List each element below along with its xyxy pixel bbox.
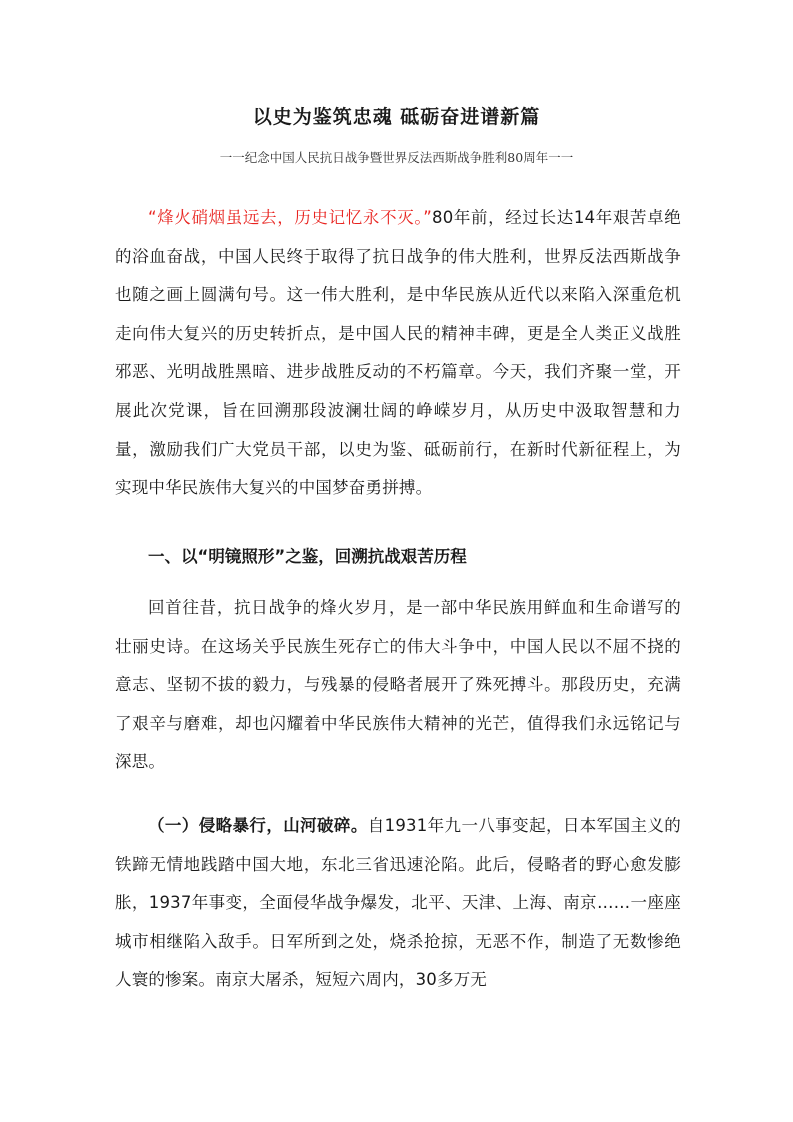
section1-paragraph: 回首往昔，抗日战争的烽火岁月，是一部中华民族用鲜血和生命谱写的壮丽史诗。在这场关乎民族生死存亡的伟大斗争中，中国人民以不屈不挠的意志、坚韧不拔的毅力，与残暴的侵略者展开了殊死搏斗。那段历史，充满了艰辛与磨难，却也闪耀着中华民族伟大精神的光芒，值得我们永远铭记与深思。 xyxy=(115,598,681,772)
intro-text: 80年前，经过长达14年艰苦卓绝的浴血奋战，中国人民终于取得了抗日战争的伟大胜利，世界反法西斯战争也随之画上圆满句号。这一伟大胜利，是中华民族从近代以来陷入深重危机走向伟大复兴的历史转折点，是中国人民的精神丰碑，更是全人类正义战胜邪恶、光明战胜黑暗、进步战胜反动的不朽篇章。今天，我们齐聚一堂，开展此次党课，旨在回溯那段波澜壮阔的峥嵘岁月，从历史中汲取智慧和力量，激励我们广大党员干部，以史为鉴、砥砺前行，在新时代新征程上，为实现中华民族伟大复兴的中国梦奋勇拼搏。 xyxy=(115,208,681,498)
document-subtitle: 一一纪念中国人民抗日战争暨世界反法西斯战争胜利80周年一一 xyxy=(219,150,574,165)
section-heading-1: 一、以“明镜照形”之鉴，回溯抗战艰苦历程 xyxy=(148,547,467,566)
subsection1-lead: （一）侵略暴行，山河破碎。 xyxy=(148,816,368,835)
intro-paragraph xyxy=(115,199,681,508)
intro-quote: “烽火硝烟虽远去，历史记忆永不灭。” xyxy=(148,208,433,227)
subsection1-text: 自1931年九一八事变起，日本军国主义的铁蹄无情地践踏中国大地，东北三省迅速沦陷。此后，侵略者的野心愈发膨胀，1937年事变，全面侵华战争爆发，北平、天津、上海、南京……一座座城市相继陷入敌手。日军所到之处，烧杀抢掠，无恶不作，制造了无数惨绝人寰的惨案。南京大屠杀，短短六周内，30多万无 xyxy=(115,816,681,990)
document-title: 以史为鉴筑忠魂 砥砺奋进谱新篇 xyxy=(252,106,541,128)
subsection1-paragraph xyxy=(115,807,681,1000)
